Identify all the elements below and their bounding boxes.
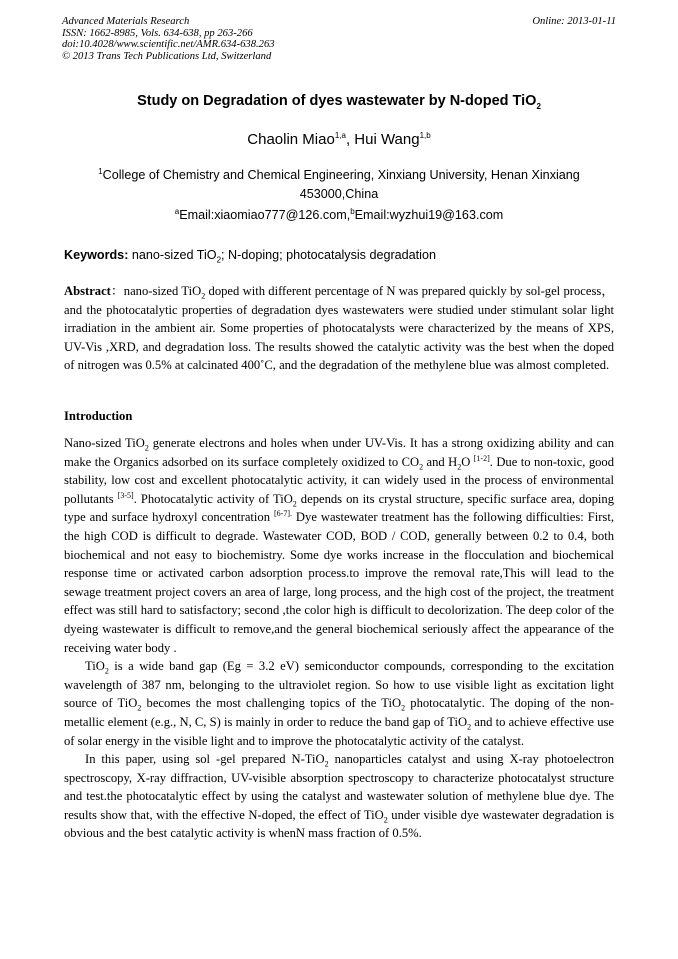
- p3-text: nanoparticles catalyst and using X-ray photoelectron spectroscopy, X-ray diffraction, UV-visible absorption spectroscopy to characterize photocatalyst structure and test.the photocatalytic effect by using the catalyst and wastewater solution of methylene blue dye. The results show that, with the effective N-doped, the effect of TiO: [64, 752, 614, 822]
- paragraph-1: [64, 434, 614, 657]
- p1-text: depends on its crystal structure, specific surface area, doping type and surface hydroxyl concentration: [64, 491, 615, 525]
- citation: [3-5]: [117, 490, 134, 500]
- issn-line: ISSN: 1662-8985, Vols. 634-638, pp 263-266: [62, 27, 253, 39]
- email-line: [40, 208, 638, 222]
- paper-title: [40, 93, 638, 109]
- affiliation-text: College of Chemistry and Chemical Engineering, Xinxiang University, Henan Xinxiang 453000,China: [102, 168, 580, 201]
- p1-text: generate electrons and holes when under UV-Vis. It has a strong oxidizing ability and can make the Organics adsorbed on its surface completely oxidized to CO: [64, 436, 614, 469]
- keywords: [64, 248, 624, 265]
- p1-sub: 2: [144, 443, 149, 453]
- email-a: Email:xiaomiao777@126.com,: [179, 208, 351, 222]
- p2-sub: 2: [467, 722, 472, 732]
- p2-text: TiO: [85, 659, 105, 674]
- p3-sub: 2: [324, 759, 329, 769]
- introduction-heading: Introduction: [64, 409, 133, 423]
- email-b-mark: b: [350, 206, 355, 216]
- online-date: Online: 2013-01-11: [532, 16, 616, 27]
- p2-sub: 2: [401, 703, 406, 713]
- affiliation: [64, 166, 614, 204]
- author-2-affil: 1,b: [419, 131, 431, 140]
- p2-sub: 2: [137, 703, 142, 713]
- p1-sub: 2: [457, 462, 462, 472]
- p2-text: photocatalytic. The doping of the non-metallic element (e.g., N, C, S) is mainly in order to reduce the band gap of TiO: [64, 696, 614, 729]
- abstract-colon: ：: [110, 284, 124, 298]
- introduction-body: [64, 434, 614, 843]
- citation: [6-7].: [273, 509, 292, 519]
- abstract-label: Abstract: [64, 284, 111, 298]
- p1-text: . Photocatalytic activity of TiO: [133, 491, 293, 506]
- abstract-subscript: 2: [201, 291, 206, 301]
- p1-text: O: [461, 454, 474, 469]
- p3-sub: 2: [383, 815, 388, 825]
- affiliation-mark: 1: [98, 166, 103, 176]
- p1-text: Nano-sized TiO: [64, 436, 145, 450]
- p1-text: . Due to non-toxic, good stability, low cost and excellent photocatalytic activity, it can widely used in the process of environmental pollutants: [64, 454, 615, 506]
- p1-text: and H: [423, 454, 458, 469]
- author-1: Chaolin Miao: [247, 131, 335, 148]
- abstract: [64, 282, 614, 375]
- abstract-text: nano-sized TiO: [123, 284, 202, 298]
- doi-line: doi:10.4028/www.scientific.net/AMR.634-638.263: [62, 39, 275, 51]
- p1-sub: 2: [419, 462, 424, 472]
- keywords-label: Keywords:: [64, 248, 129, 262]
- p3-text: In this paper, using sol -gel prepared N-TiO: [85, 752, 325, 767]
- author-1-affil: 1,a: [334, 131, 346, 140]
- keywords-text: nano-sized TiO: [128, 248, 217, 262]
- p2-text: and to achieve effective use of solar energy in the visible light and to improve the photocatalytic activity of the catalyst.: [64, 714, 614, 748]
- author-line: [40, 131, 638, 148]
- author-2: Hui Wang: [354, 131, 420, 148]
- p2-sub: 2: [104, 666, 109, 676]
- p1-sub: 2: [292, 499, 297, 509]
- journal-name: Advanced Materials Research: [62, 16, 190, 27]
- author-separator: ,: [345, 131, 355, 148]
- keywords-subscript: 2: [216, 255, 222, 265]
- copyright-line: © 2013 Trans Tech Publications Ltd, Switzerland: [62, 50, 272, 62]
- citation: [1-2]: [473, 453, 490, 463]
- keywords-text-rest: ; N-doping; photocatalysis degradation: [221, 248, 436, 262]
- p2-text: becomes the most challenging topics of the TiO: [141, 696, 402, 711]
- title-text: Study on Degradation of dyes wastewater by N-doped TiO: [137, 93, 537, 109]
- email-a-mark: a: [174, 206, 180, 216]
- p2-text: is a wide band gap (Eg = 3.2 eV) semiconductor compounds, corresponding to the excitation wavelength of 387 nm, belonging to the ultraviolet region. So how to use visible light as excitation light source of TiO: [64, 659, 614, 711]
- title-subscript: 2: [536, 101, 541, 111]
- email-b: Email:wyzhui19@163.com: [354, 208, 504, 222]
- paragraph-2: [64, 657, 614, 750]
- p1-text: Dye wastewater treatment has the following difficulties: First, the high COD is difficult to degrade. Wastewater COD, BOD / COD, generally between 0.2 to 0.4, both biochemical and not easy to biochemistry. Some dye works increase in the flocculation and biochemical response time or activated carbon adsorption process.to improve the removal rate,This will lead to the sewage treatment project covers an area of large, long process, and the high cost of the project, the treatment effect was still hard to satisfactory; second ,the color high is difficult to decolorization. The deep color of the dyeing wastewater is difficult to remove,and the general biochemical seriously affect the appearance of the receiving water body .: [64, 510, 614, 655]
- p3-text: under visible dye wastewater degradation is obvious and the best catalytic activity is whenN mass fraction of 0.5%.: [64, 807, 614, 841]
- journal-header: [62, 16, 616, 62]
- paragraph-3: [64, 750, 614, 843]
- abstract-text-rest: doped with different percentage of N was prepared quickly by sol-gel process，and the photocatalytic properties of degradation dyes wastewaters were studied under stimulant solar light irradiation in the ambient air. Some properties of photocatalysts were characterized by the means of XPS, UV-Vis ,XRD, and degradation loss. The results showed the catalytic activity was the best when the doped of nitrogen was 0.5% at calcinated 400˚C, and the degradation of the methylene blue was almost completed.: [64, 284, 614, 373]
